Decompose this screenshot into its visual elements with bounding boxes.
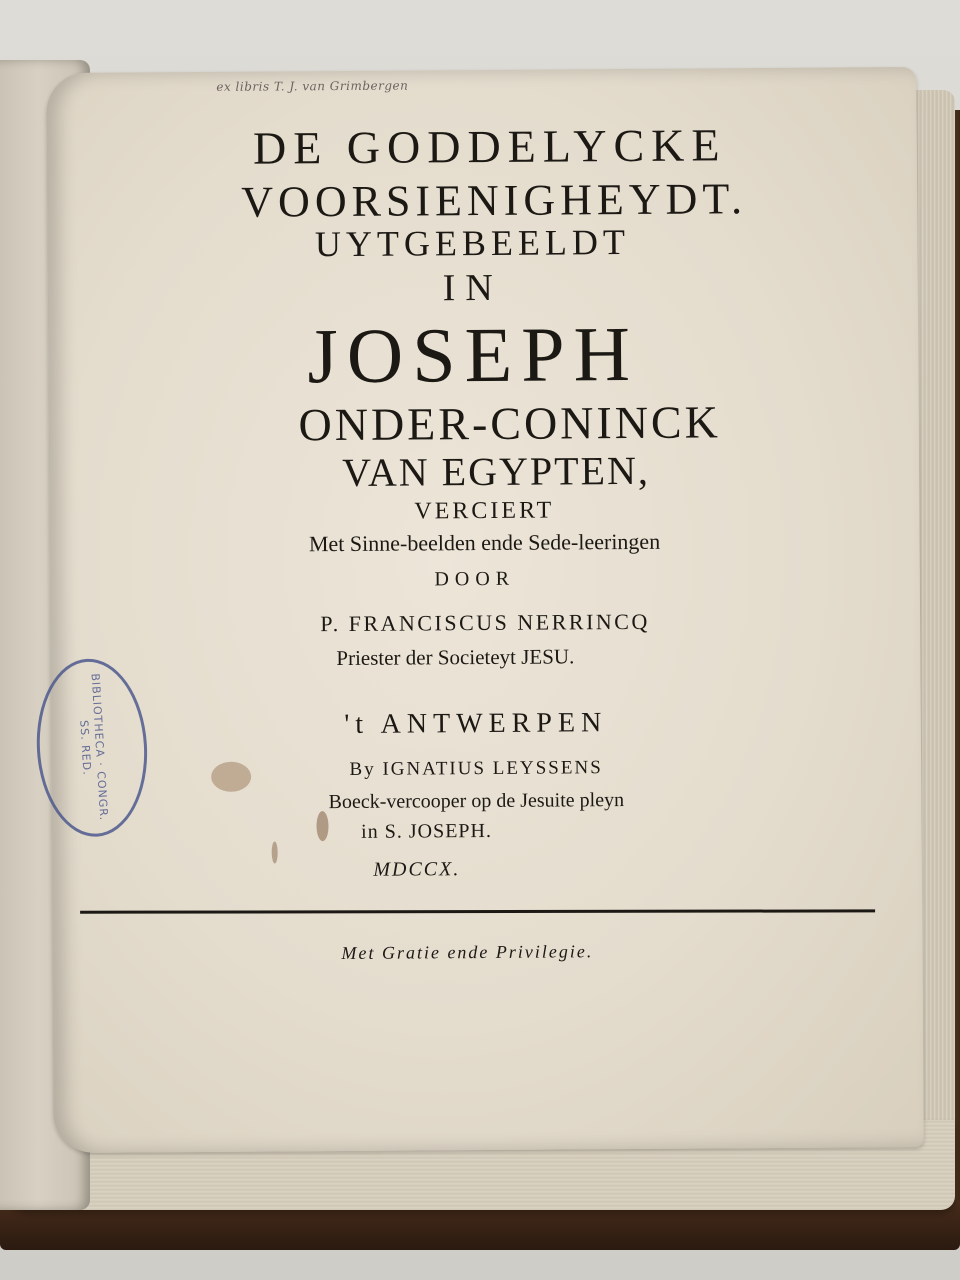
publication-year: MDCCX. bbox=[373, 858, 461, 881]
title-line-1: DE GODDELYCKE bbox=[252, 119, 727, 174]
title-line-6: ONDER-CONINCK bbox=[298, 396, 722, 451]
printer-name: By IGNATIUS LEYSSENS bbox=[349, 757, 603, 780]
horizontal-rule bbox=[80, 909, 875, 913]
title-line-2: VOORSIENIGHEYDT. bbox=[241, 174, 748, 227]
title-main: JOSEPH bbox=[307, 309, 640, 400]
handwritten-inscription: ex libris T. J. van Grimbergen bbox=[216, 78, 409, 94]
title-line-7: VAN EGYPTEN, bbox=[342, 447, 651, 495]
by-line: DOOR bbox=[434, 567, 516, 591]
foxing-stain bbox=[316, 811, 328, 841]
author-role: Priester der Societeyt JESU. bbox=[336, 644, 575, 671]
stamp-text: BIBLIOTHECA · CONGR. SS. RED. bbox=[77, 673, 111, 822]
place-of-publication: 't ANTWERPEN bbox=[344, 707, 608, 740]
subtitle: Met Sinne-beelden ende Sede-leeringen bbox=[308, 528, 661, 557]
printer-description: Boeck-vercooper op de Jesuite pleyn bbox=[328, 789, 625, 814]
printer-address: in S. JOSEPH. bbox=[361, 819, 493, 843]
title-line-3: UYTGEBEELDT bbox=[314, 221, 631, 265]
title-page bbox=[46, 67, 924, 1153]
author-name: P. FRANCISCUS NERRINCQ bbox=[320, 608, 650, 637]
privilege-notice: Met Gratie ende Privilegie. bbox=[341, 941, 594, 964]
foxing-stain bbox=[211, 762, 251, 792]
foxing-stain bbox=[272, 841, 278, 863]
title-line-4: IN bbox=[442, 266, 503, 310]
title-line-8: VERCIERT bbox=[414, 497, 555, 525]
